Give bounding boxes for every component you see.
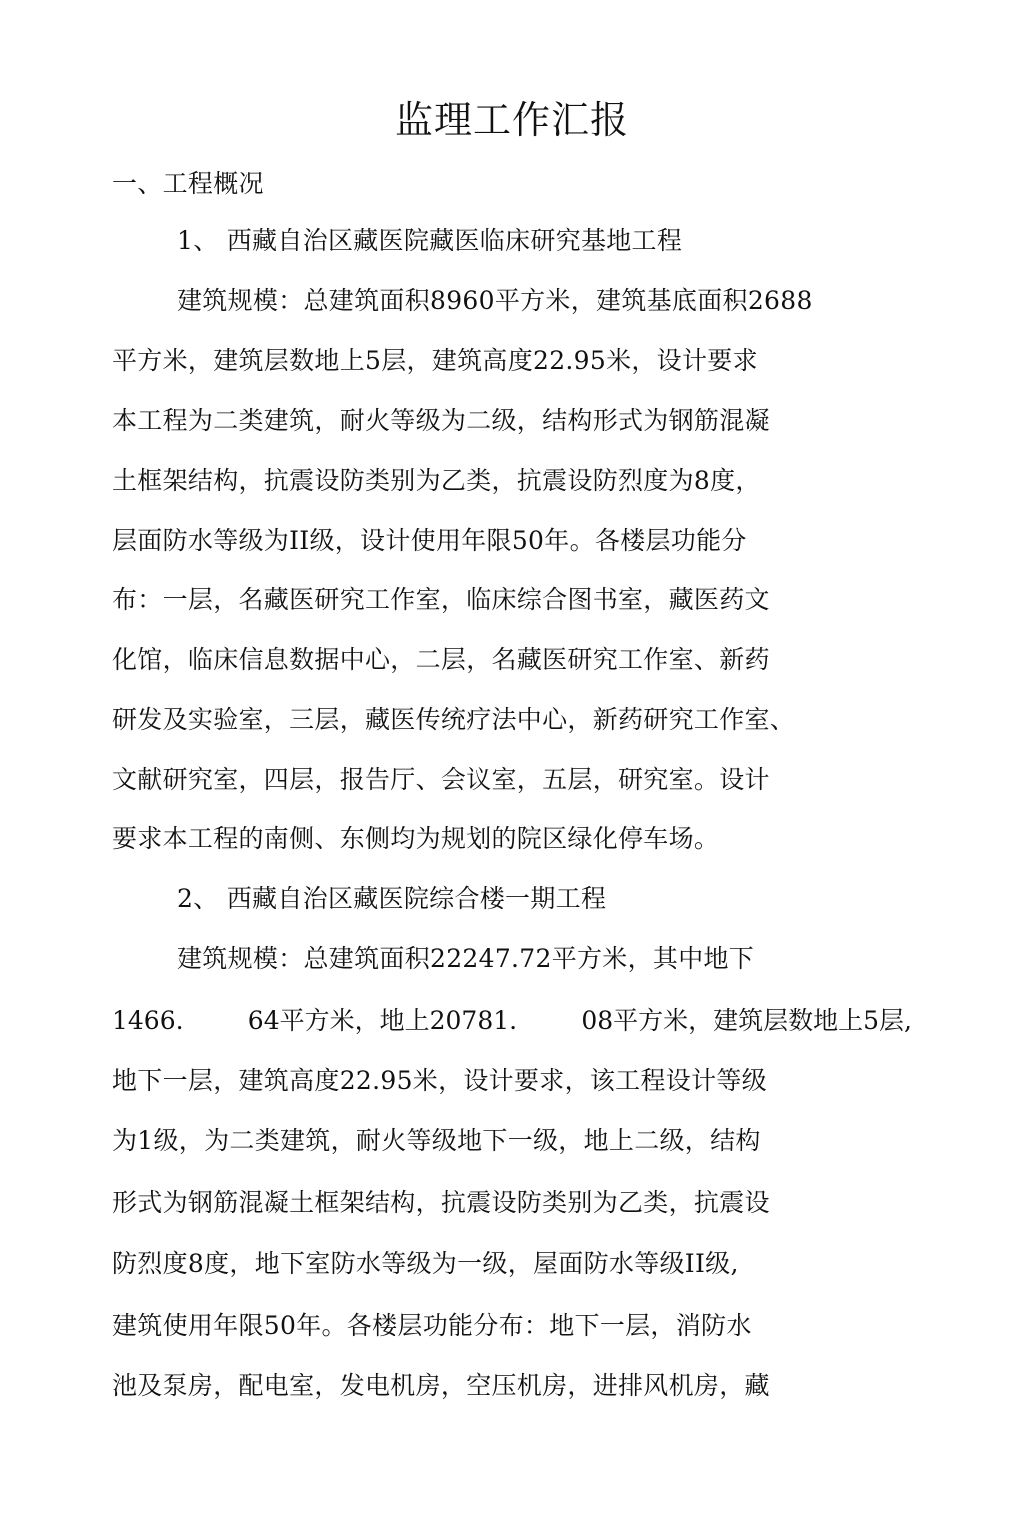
project1-line: 文献研究室，四层，报告厅、会议室，五层，研究室。设计 [112, 765, 770, 794]
project2-heading: 2、 西藏自治区藏医院综合楼一期工程 [177, 884, 607, 913]
project1-line: 土框架结构，抗震设防类别为乙类，抗震设防烈度为8度， [112, 466, 761, 495]
project1-line: 层面防水等级为II级，设计使用年限50年。各楼层功能分 [112, 526, 747, 555]
project2-line: 地下一层，建筑高度22.95米，设计要求，该工程设计等级 [112, 1066, 767, 1095]
project1-line: 研发及实验室，三层，藏医传统疗法中心，新药研究工作室、 [112, 705, 796, 734]
project2-line: 防烈度8度，地下室防水等级为一级，屋面防水等级II级, [112, 1249, 739, 1278]
section-heading: 一、工程概况 [112, 169, 264, 198]
document-title: 监理工作汇报 [394, 98, 629, 142]
project2-line-part: 64平方米，地上20781. [247, 1006, 518, 1035]
project1-line: 建筑规模：总建筑面积8960平方米，建筑基底面积2688 [177, 286, 813, 315]
project2-line: 为1级，为二类建筑，耐火等级地下一级，地上二级，结构 [112, 1126, 761, 1155]
project2-line: 形式为钢筋混凝土框架结构，抗震设防类别为乙类，抗震设 [112, 1188, 770, 1217]
project1-line: 要求本工程的南侧、东侧均为规划的院区绿化停车场。 [112, 824, 720, 853]
project1-line: 平方米，建筑层数地上5层，建筑高度22.95米，设计要求 [112, 346, 758, 375]
project2-line: 池及泵房，配电室，发电机房，空压机房，进排风机房，藏 [112, 1371, 770, 1400]
project1-line: 布：一层，名藏医研究工作室，临床综合图书室，藏医药文 [112, 585, 770, 614]
project2-split-line [112, 1003, 912, 1039]
project2-line-part: 08平方米，建筑层数地上5层, [581, 1006, 912, 1035]
project2-line: 建筑规模：总建筑面积22247.72平方米，其中地下 [177, 944, 755, 973]
project1-line: 本工程为二类建筑，耐火等级为二级，结构形式为钢筋混凝 [112, 406, 770, 435]
project1-line: 化馆，临床信息数据中心，二层，名藏医研究工作室、新药 [112, 645, 770, 674]
project2-line: 建筑使用年限50年。各楼层功能分布：地下一层，消防水 [112, 1311, 752, 1340]
project1-heading: 1、 西藏自治区藏医院藏医临床研究基地工程 [177, 226, 683, 255]
project2-line-part: 1466. [112, 1006, 184, 1035]
